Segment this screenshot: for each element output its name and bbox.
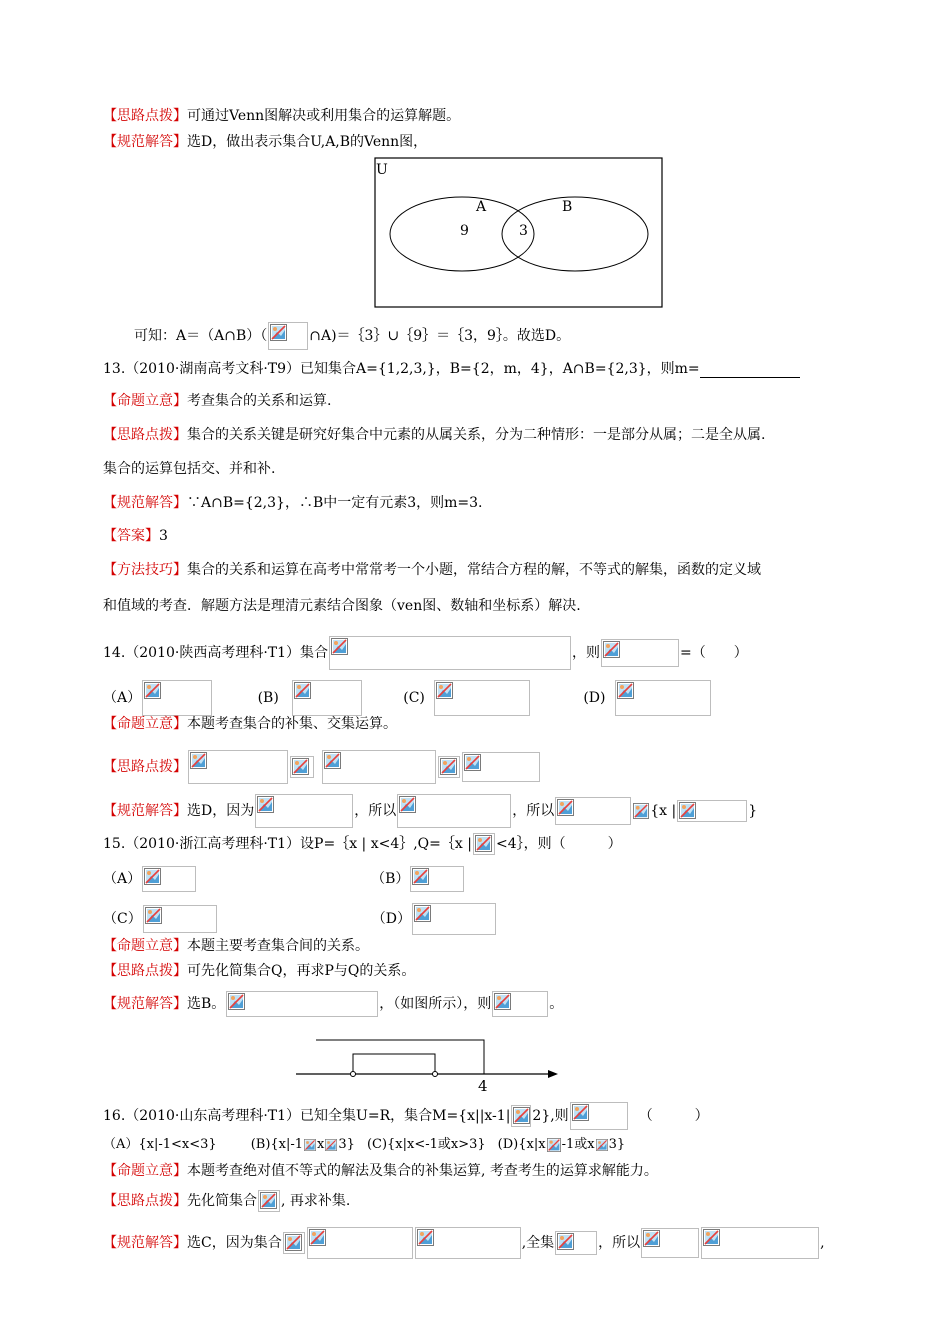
option-c: (C){x|x<-1或x>3} <box>366 1137 486 1152</box>
venn-diagram <box>374 157 664 309</box>
solution-text: ，所以 <box>512 803 555 819</box>
image-icon <box>331 638 348 655</box>
formula-image <box>701 1227 819 1259</box>
solution-text: ，（如图所示），则 <box>379 996 492 1012</box>
solution-line <box>103 1227 825 1259</box>
venn-b-label: B <box>562 199 573 215</box>
option-a: （A）{x|-1<x<3} <box>103 1137 217 1152</box>
solution-text: } <box>748 803 758 819</box>
formula-image <box>511 1105 531 1127</box>
solution-text: ，所以 <box>354 803 397 819</box>
hint-text: , 再求补集. <box>281 1193 351 1209</box>
conclusion-line <box>134 322 570 350</box>
intent-line <box>103 715 397 733</box>
image-icon <box>703 1229 720 1246</box>
options-15-row2 <box>103 903 497 935</box>
formula-image <box>473 833 495 855</box>
hint-text: 先化简集合 <box>187 1193 257 1209</box>
hint-line <box>103 1190 350 1212</box>
section-tag: 【规范解答】 <box>103 1235 187 1251</box>
formula-image <box>555 1231 597 1255</box>
section-tag: 【思路点拨】 <box>103 108 187 124</box>
image-icon <box>144 868 161 885</box>
section-tag: 【思路点拨】 <box>103 427 187 443</box>
formula-image <box>641 1228 699 1258</box>
image-icon <box>557 799 574 816</box>
number-line-label: 4 <box>478 1077 488 1091</box>
image-icon <box>309 1229 326 1246</box>
method-line-cont <box>103 597 581 615</box>
solution-line <box>103 991 563 1017</box>
formula-image <box>462 752 540 782</box>
image-icon <box>572 1104 589 1121</box>
solution-text: {x | <box>650 803 677 819</box>
image-icon <box>324 752 341 769</box>
image-icon <box>260 1192 277 1209</box>
formula-image <box>258 1190 280 1212</box>
image-icon <box>294 682 311 699</box>
formula-image <box>226 991 378 1017</box>
section-tag: 【思路点拨】 <box>103 1193 187 1209</box>
option-c-image <box>434 680 530 716</box>
formula-image <box>290 756 314 778</box>
option-b-image <box>292 680 362 716</box>
section-tag: 【命题立意】 <box>103 1163 187 1179</box>
method-text: 集合的关系和运算在高考中常常考一个小题，常结合方程的解，不等式的解集，函数的定义域 <box>187 562 761 578</box>
formula-image <box>283 1232 305 1254</box>
image-icon <box>557 1233 574 1250</box>
intent-text: 本题考查绝对值不等式的解法及集合的补集运算, 考查考生的运算求解能力。 <box>187 1163 658 1179</box>
question-text: 2},则 <box>532 1108 569 1124</box>
image-icon <box>285 1234 302 1251</box>
option-d-label: （D） <box>371 911 411 927</box>
hint-line <box>103 107 460 125</box>
venn-a-label: A <box>476 199 487 215</box>
section-tag: 【命题立意】 <box>103 393 187 409</box>
image-icon <box>475 835 492 852</box>
image-icon <box>436 682 453 699</box>
question-text: 15.（2010·浙江高考理科·T1）设P=｛x | x<4｝,Q=｛x | <box>103 836 472 852</box>
image-icon <box>325 1137 337 1153</box>
solution-text: ，所以 <box>598 1235 641 1251</box>
image-icon <box>633 803 649 819</box>
formula-image <box>255 794 353 828</box>
image-icon <box>304 1137 316 1153</box>
question-text: 13.（2010·湖南高考文科·T9）已知集合A={1,2,3,}，B={2，m，4}，A∩B={2,3}，则m= <box>103 361 700 377</box>
formula-image <box>570 1102 628 1130</box>
image-icon <box>679 802 696 819</box>
formula-image <box>397 794 511 828</box>
option-d: (D){x|x <box>497 1137 546 1152</box>
solution-text: ∵A∩B={2,3}，∴B中一定有元素3，则m=3. <box>187 495 483 511</box>
formula-image <box>601 639 679 667</box>
option-b: 3} <box>338 1137 355 1152</box>
option-a-label: （A） <box>103 690 142 706</box>
formula-image <box>325 1137 337 1153</box>
solution-line <box>103 794 757 828</box>
image-icon <box>617 682 634 699</box>
image-icon <box>270 324 287 341</box>
method-text: 和值域的考查．解题方法是理清元素结合图象（ven图、数轴和坐标系）解决. <box>103 598 581 614</box>
venn-value-3: 3 <box>519 223 528 239</box>
solution-line <box>103 494 483 512</box>
hint-text: 集合的运算包括交、并和补. <box>103 461 276 477</box>
image-icon <box>494 993 511 1010</box>
question-text: （ ） <box>638 1108 709 1124</box>
question-text: =（ ） <box>680 645 748 661</box>
solution-text: 。 <box>549 996 564 1012</box>
options-16 <box>103 1136 625 1154</box>
image-icon <box>292 758 309 775</box>
intent-line <box>103 392 331 410</box>
formula-image <box>596 1137 608 1153</box>
intent-text: 本题主要考查集合间的关系。 <box>187 938 369 954</box>
method-line <box>103 561 761 579</box>
option-c-image <box>143 905 217 933</box>
question-text: 14.（2010·陕西高考理科·T1）集合 <box>103 645 329 661</box>
formula-image <box>438 756 460 778</box>
formula-image <box>555 797 631 825</box>
image-icon <box>414 905 431 922</box>
solution-text: 选B。 <box>187 996 226 1012</box>
option-d: -1或x <box>561 1137 595 1152</box>
option-b-label: (B) <box>257 690 279 706</box>
options-15-row1 <box>103 866 465 892</box>
intent-text: 考查集合的关系和运算. <box>187 393 332 409</box>
venn-value-9: 9 <box>460 223 469 239</box>
section-tag: 【答案】 <box>103 528 159 544</box>
image-icon <box>643 1230 660 1247</box>
section-tag: 【方法技巧】 <box>103 562 187 578</box>
option-b: x <box>317 1137 325 1152</box>
intent-text: 本题考查集合的补集、交集运算。 <box>187 716 397 732</box>
venn-u-label: U <box>376 162 388 178</box>
image-icon <box>145 907 162 924</box>
image-icon <box>190 752 207 769</box>
question-text: <4｝，则（ ） <box>495 836 622 852</box>
option-d: 3} <box>608 1137 626 1152</box>
question-13 <box>103 360 800 378</box>
section-tag: 【规范解答】 <box>103 996 187 1012</box>
image-icon <box>228 993 245 1010</box>
image-icon <box>603 641 620 658</box>
hint-line-cont <box>103 460 275 478</box>
section-tag: 【规范解答】 <box>103 803 187 819</box>
image-icon <box>440 758 457 775</box>
hint-line <box>103 962 415 980</box>
hint-line <box>103 426 765 444</box>
solution-text: 选D，因为 <box>187 803 255 819</box>
formula-image <box>492 991 548 1017</box>
answer-blank <box>700 363 800 378</box>
image-icon <box>412 868 429 885</box>
section-tag: 【思路点拨】 <box>103 963 187 979</box>
option-a-image <box>142 866 196 892</box>
formula-image <box>322 750 436 784</box>
formula-image <box>633 803 649 819</box>
hint-text: 集合的关系关键是研究好集合中元素的从属关系，分为二种情形：一是部分从属；二是全从属. <box>187 427 766 443</box>
option-d-image <box>412 903 496 935</box>
image-icon <box>547 1137 561 1153</box>
formula-image <box>307 1227 413 1259</box>
conclusion-post: ∩A)＝｛3｝∪｛9｝＝｛3，9｝。故选D。 <box>309 328 571 344</box>
option-b-image <box>410 866 464 892</box>
section-tag: 【思路点拨】 <box>103 759 187 775</box>
section-tag: 【规范解答】 <box>103 495 187 511</box>
formula-image <box>304 1137 316 1153</box>
solution-text: , <box>820 1235 825 1251</box>
section-tag: 【规范解答】 <box>103 134 187 150</box>
image-icon <box>144 682 161 699</box>
option-b: (B){x|-1 <box>250 1137 304 1152</box>
option-a-image <box>142 680 212 716</box>
option-c-label: （C） <box>103 911 142 927</box>
formula-image <box>268 322 308 350</box>
question-15 <box>103 833 622 855</box>
section-tag: 【命题立意】 <box>103 716 187 732</box>
hint-text: 可通过Venn图解决或利用集合的运算解题。 <box>187 108 461 124</box>
options-14 <box>103 680 712 716</box>
image-icon <box>596 1137 608 1153</box>
number-line-diagram <box>296 1035 566 1091</box>
formula-image <box>547 1137 561 1153</box>
formula-image <box>329 636 571 670</box>
answer-line <box>103 527 168 545</box>
hint-text: 可先化简集合Q，再求P与Q的关系。 <box>187 963 416 979</box>
formula-image <box>415 1227 521 1259</box>
option-a-label: （A） <box>103 871 142 887</box>
question-16 <box>103 1102 709 1130</box>
question-text: 16.（2010·山东高考理科·T1）已知全集U=R，集合M={x||x-1| <box>103 1108 511 1124</box>
image-icon <box>464 754 481 771</box>
image-icon <box>257 796 274 813</box>
formula-image <box>188 750 288 784</box>
intent-line <box>103 937 369 955</box>
question-text: ，则 <box>572 645 601 661</box>
solution-text: 选D，做出表示集合U,A,B的Venn图， <box>187 134 428 150</box>
intent-line <box>103 1162 658 1180</box>
option-b-label: （B） <box>371 871 410 887</box>
option-d-label: (D) <box>583 690 606 706</box>
section-tag: 【命题立意】 <box>103 938 187 954</box>
solution-text: ,全集 <box>521 1235 555 1251</box>
solution-text: 选C，因为集合 <box>187 1235 282 1251</box>
image-icon <box>513 1107 530 1124</box>
option-c-label: (C) <box>403 690 425 706</box>
hint-line <box>103 750 541 784</box>
conclusion-pre: 可知：A＝（A∩B）（ <box>134 328 268 344</box>
image-icon <box>417 1229 434 1246</box>
answer-text: 3 <box>159 528 168 544</box>
option-d-image <box>615 680 711 716</box>
formula-image <box>677 800 747 822</box>
solution-line <box>103 133 427 151</box>
question-14 <box>103 636 748 670</box>
image-icon <box>399 796 416 813</box>
